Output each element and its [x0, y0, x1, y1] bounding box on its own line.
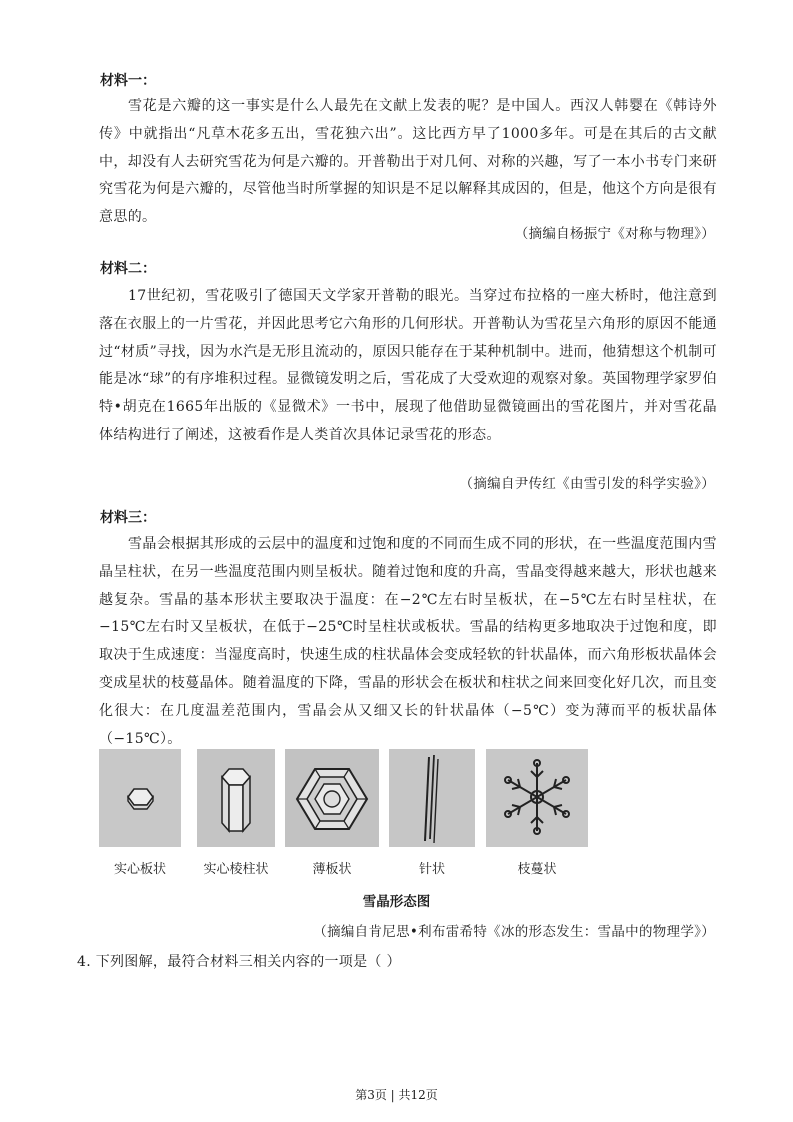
figure-label-needle: 针状 [418, 862, 445, 877]
figure-label-thin-plate: 薄板状 [312, 862, 352, 877]
material-2-heading: 材料二： [100, 261, 156, 277]
material-1-heading: 材料一： [100, 73, 156, 89]
material-2-paragraph: 17世纪初，雪花吸引了德国天文学家开普勒的眼光。当穿过布拉格的一座大桥时，他注意到落在衣服上的一片雪花，并因此思考它六角形的几何形状。开普勒认为雪花呈六角形的原因不能通过“材质”寻找，因为水汽是无形且流动的，原因只能存在于某种机制中。进而，他猜想这个机制可能是冰“球”的有序堆积过程。显微镜发明之后，雪花成了大受欢迎的观察对象。英国物理学家罗伯特•胡克在1665年出版的《显微术》一书中，展现了他借助显微镜画出的雪花图片，并对雪花晶体结构进行了阐述，这被看作是人类首次具体记录雪花的形态。 [99, 288, 717, 443]
figure-title: 雪晶形态图 [362, 894, 431, 910]
solid-plate-crystal-image [99, 749, 181, 847]
page-number-footer: 第3页 | 共12页 [355, 1088, 438, 1102]
material-1-source: （摘编自杨振宁《对称与物理》） [514, 226, 715, 242]
material-3-source: （摘编自肯尼思•利布雷希特《冰的形态发生：雪晶中的物理学》） [313, 924, 715, 940]
dendrite-crystal-image [486, 749, 588, 847]
thin-plate-crystal-image [285, 749, 379, 847]
needle-crystal-image [389, 749, 475, 847]
question-4: 4. 下列图解，最符合材料三相关内容的一项是（ ） [77, 954, 401, 970]
solid-prism-crystal-image [197, 749, 275, 847]
figure-label-solid-plate: 实心板状 [113, 862, 166, 877]
material-2-source: （摘编自尹传红《由雪引发的科学实验》） [459, 476, 715, 492]
figure-label-solid-prism: 实心棱柱状 [203, 862, 269, 877]
material-1-paragraph: 雪花是六瓣的这一事实是什么人最先在文献上发表的呢？是中国人。西汉人韩婴在《韩诗外传》中就指出“凡草木花多五出，雪花独六出”。这比西方早了1000多年。可是在其后的古文献中，却没有人去研究雪花为何是六瓣的。开普勒出于对几何、对称的兴趣，写了一本小书专门来研究雪花为何是六瓣的，尽管他当时所掌握的知识是不足以解释其成因的，但是，他这个方向是很有意思的。 [99, 98, 717, 226]
material-3-paragraph: 雪晶会根据其形成的云层中的温度和过饱和度的不同而生成不同的形状，在一些温度范围内雪晶呈柱状，在另一些温度范围内则呈板状。随着过饱和度的升高，雪晶变得越来越大，形状也越来越复杂。雪晶的基本形状主要取决于温度：在−2℃左右时呈板状，在−5℃左右时呈柱状，在−15℃左右时又呈板状，在低于−25℃时呈柱状或板状。雪晶的结构更多地取决于过饱和度，即取决于生成速度：当湿度高时，快速生成的柱状晶体会变成轻软的针状晶体，而六角形板状晶体会变成星状的枝蔓晶体。随着温度的下降，雪晶的形状会在板状和柱状之间来回变化好几次，而且变化很大：在几度温差范围内，雪晶会从又细又长的针状晶体（−5℃）变为薄而平的板状晶体（−15℃）。 [99, 536, 717, 747]
material-3-heading: 材料三： [100, 510, 156, 526]
figure-label-dendrite: 枝蔓状 [517, 862, 557, 877]
